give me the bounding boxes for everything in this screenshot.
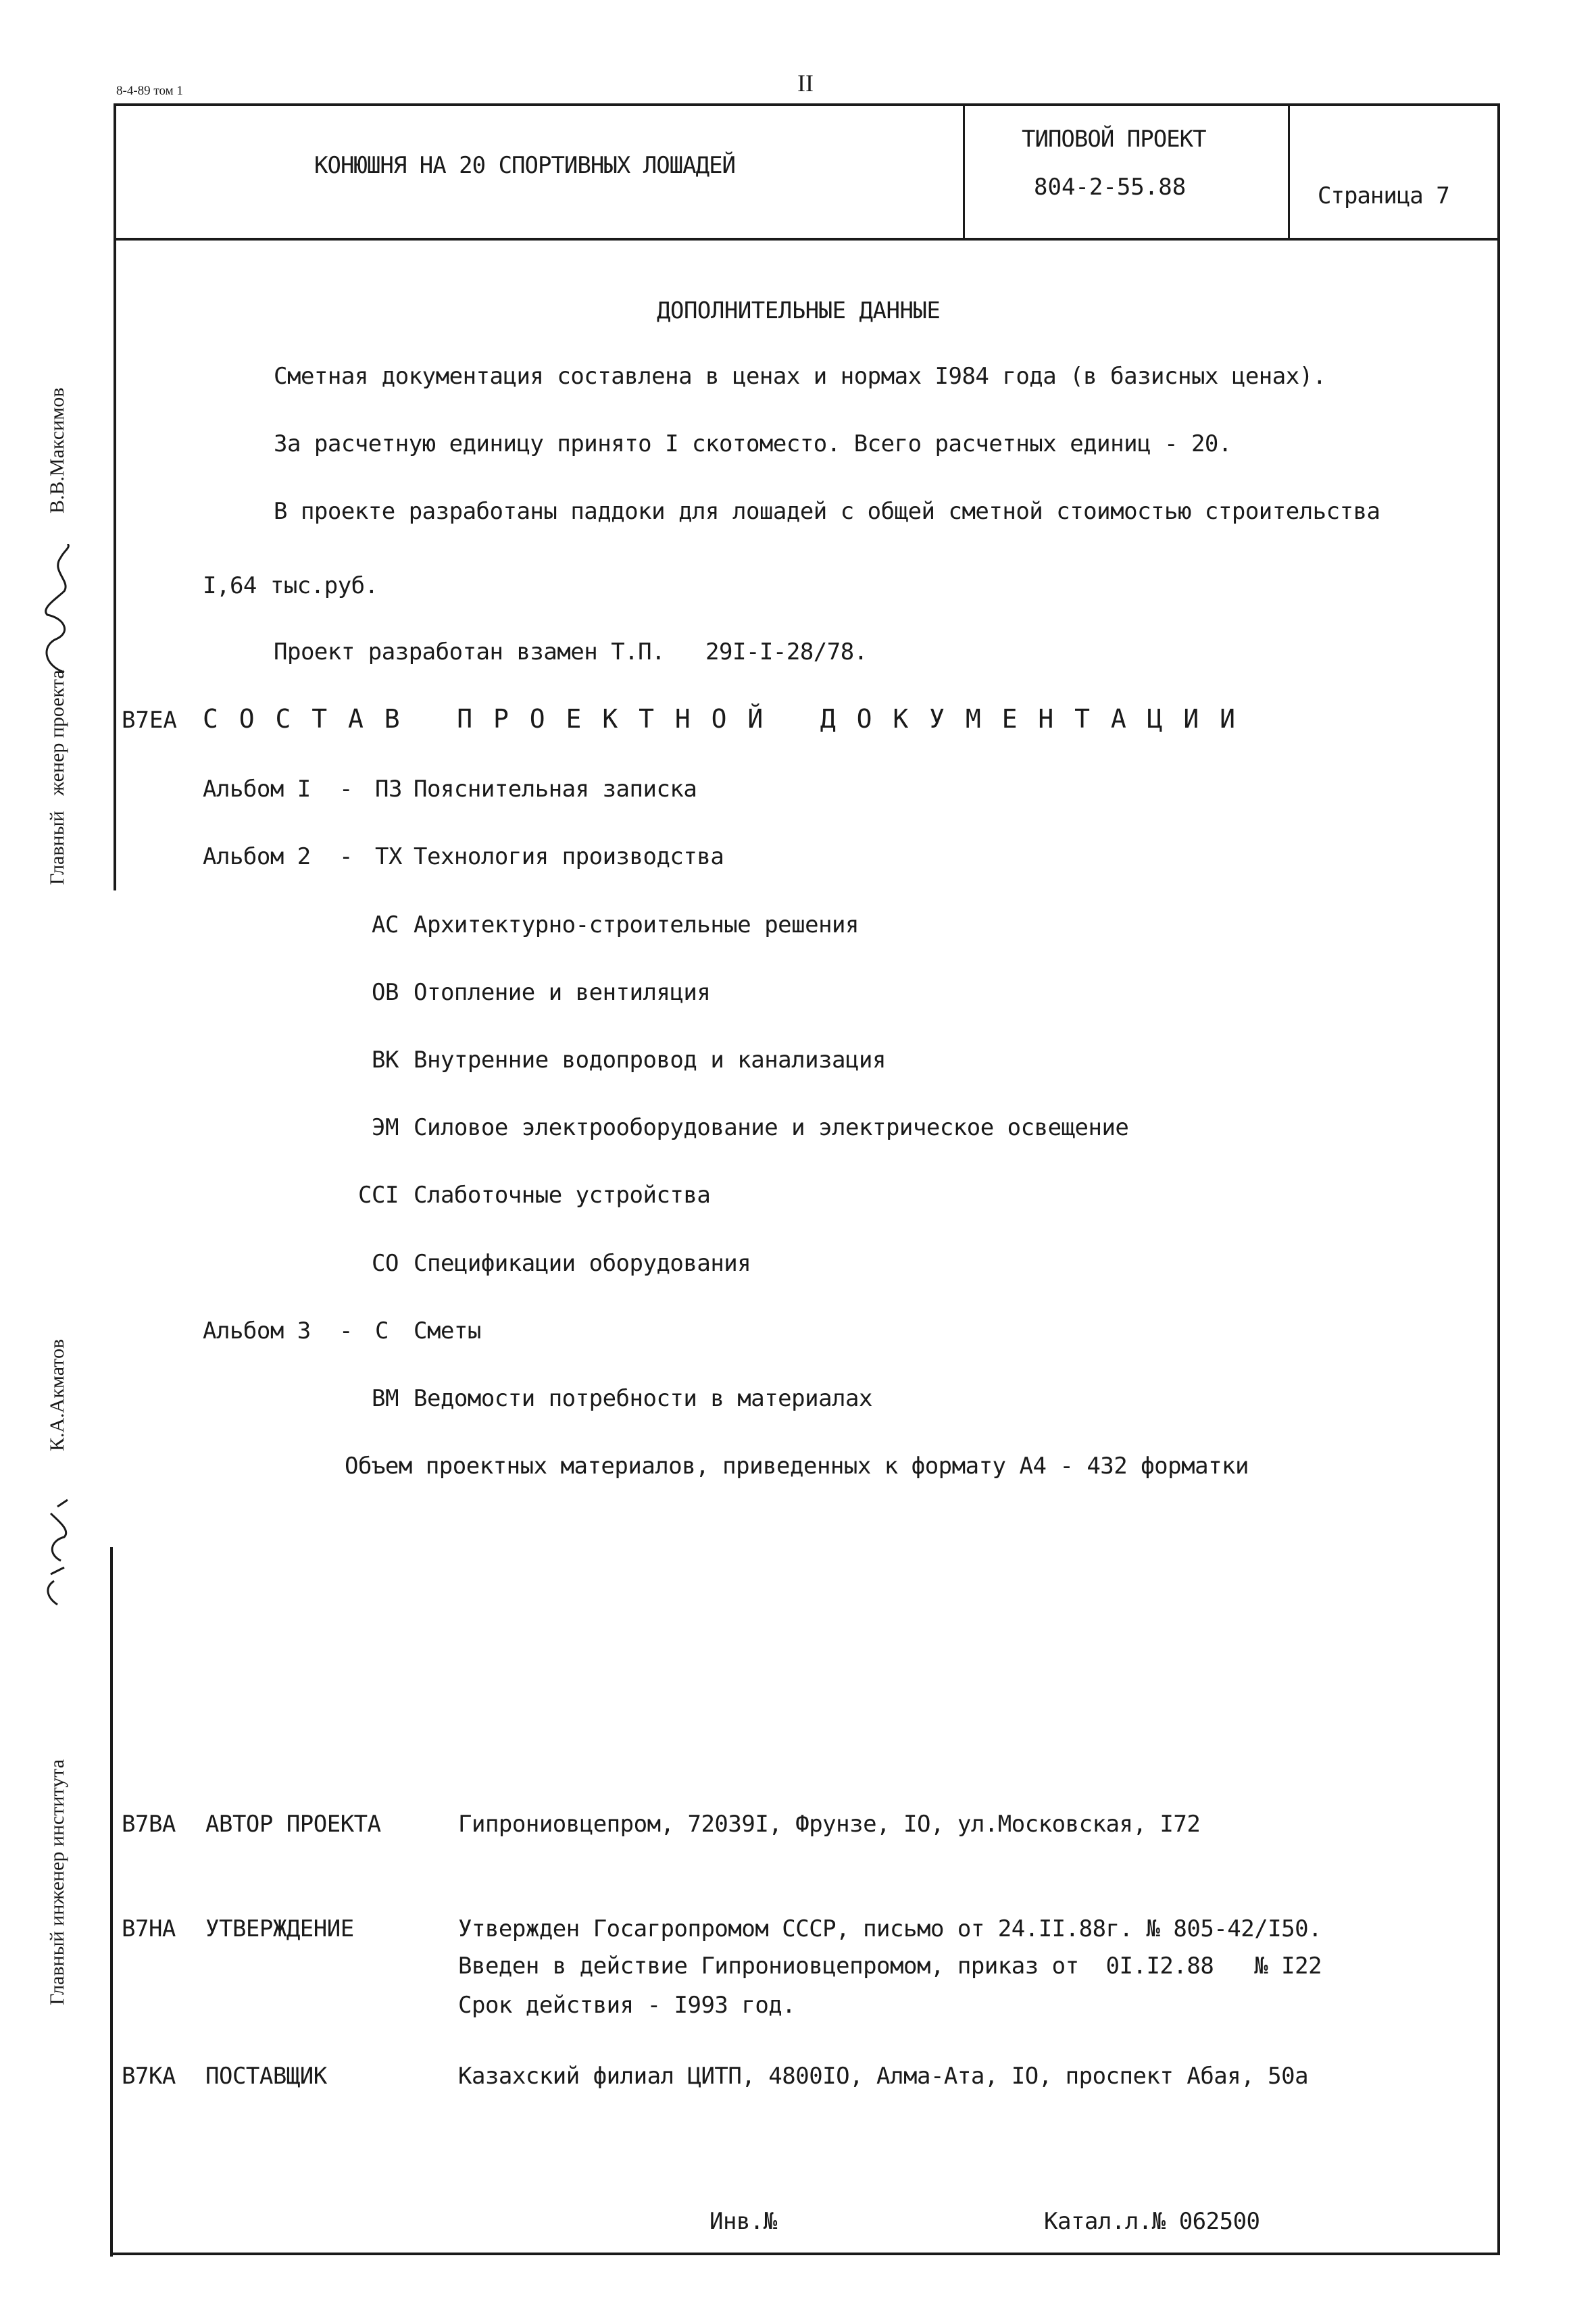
item-text: Пояснительная записка xyxy=(414,776,697,803)
document-title: КОНЮШНЯ НА 20 СПОРТИВНЫХ ЛОШАДЕЙ xyxy=(314,152,736,179)
project-number: 804-2-55.88 xyxy=(1034,174,1187,201)
header-col-divider-2 xyxy=(1288,103,1290,238)
composition-code: В7ЕА xyxy=(122,707,177,734)
additional-heading: ДОПОЛНИТЕЛЬНЫЕ ДАННЫЕ xyxy=(657,297,941,324)
album-label: Альбом I xyxy=(203,776,311,803)
frame-left-bottom xyxy=(110,1547,113,2257)
album-dash: - xyxy=(339,1317,353,1344)
frame-left-top xyxy=(114,103,116,890)
album-label: Альбом 3 xyxy=(203,1317,311,1344)
record-line: Казахский филиал ЦИТП, 4800IO, Алма-Ата, IO, проспект Абая, 50а xyxy=(458,2063,1309,2090)
inventory-number-label: Инв.№ xyxy=(709,2208,777,2235)
record-label: УТВЕРЖДЕНИЕ xyxy=(205,1915,354,1942)
item-code: ТХ xyxy=(375,843,402,870)
additional-line-2: За расчетную единицу принято I скотоместо. Всего расчетных единиц - 20. xyxy=(274,430,1232,457)
project-label: ТИПОВОЙ ПРОЕКТ xyxy=(1022,126,1206,153)
album-dash: - xyxy=(339,843,353,870)
item-text: Слаботочные устройства xyxy=(414,1182,711,1209)
item-code: ВМ xyxy=(372,1385,399,1412)
record-code: В7НА xyxy=(122,1915,176,1942)
item-text: Силовое электрооборудование и электрическое освещение xyxy=(414,1114,1129,1141)
record-code: В7КА xyxy=(122,2063,176,2090)
margin-name-akmatov: К.А.Акматов xyxy=(46,1338,68,1451)
item-text: Ведомости потребности в материалах xyxy=(414,1385,872,1412)
volume-note: Объем проектных материалов, приведенных к формату А4 - 432 форматки xyxy=(345,1453,1249,1480)
page-label: Страница 7 xyxy=(1318,182,1449,209)
item-code: ПЗ xyxy=(375,776,402,803)
item-code: ЭМ xyxy=(372,1114,399,1141)
additional-line-3: В проекте разработаны паддоки для лошадей с общей сметной стоимостью строительства xyxy=(274,498,1380,525)
additional-line-5: Проект разработан взамен Т.П. 29I-I-28/78. xyxy=(274,638,868,665)
record-line: Гипрониовцепром, 72039I, Фрунзе, IO, ул.Московская, I72 xyxy=(458,1811,1201,1838)
signature-akmatov-icon xyxy=(37,1473,78,1608)
item-code: ССI xyxy=(358,1182,399,1209)
record-label: АВТОР ПРОЕКТА xyxy=(205,1811,381,1838)
composition-heading: С О С Т А В П Р О Е К Т Н О Й Д О К У М Е Н Т А Ц И И xyxy=(203,704,1239,734)
additional-line-1: Сметная документация составлена в ценах и нормах I984 года (в базисных ценах). xyxy=(274,363,1326,390)
header-divider xyxy=(115,238,1500,241)
record-line: Срок действия - I993 год. xyxy=(458,1992,796,2019)
signature-maksimov-icon xyxy=(37,544,78,679)
frame-top xyxy=(115,103,1500,106)
item-code: АС xyxy=(372,911,399,938)
item-text: Отопление и вентиляция xyxy=(414,979,711,1006)
page-number: II xyxy=(797,70,814,97)
item-code: ОВ xyxy=(372,979,399,1006)
record-label: ПОСТАВЩИК xyxy=(205,2063,327,2090)
item-text: Технология производства xyxy=(414,843,724,870)
item-text: Сметы xyxy=(414,1317,481,1344)
frame-bottom xyxy=(110,2253,1500,2255)
item-text: Внутренние водопровод и канализация xyxy=(414,1047,886,1074)
catalog-number: Катал.л.№ 062500 xyxy=(1044,2208,1260,2235)
header-col-divider-1 xyxy=(963,103,965,238)
frame-right xyxy=(1497,103,1500,2254)
album-label: Альбом 2 xyxy=(203,843,311,870)
item-code: С xyxy=(375,1317,389,1344)
item-text: Спецификации оборудования xyxy=(414,1250,751,1277)
record-line: Утвержден Госагропромом СССР, письмо от 24.II.88г. № 805-42/I50. xyxy=(458,1915,1322,1942)
record-line: Введен в действие Гипрониовцепромом, приказ от 0I.I2.88 № I22 xyxy=(458,1953,1322,1980)
record-code: В7ВА xyxy=(122,1811,176,1838)
series-reference: 8-4-89 том 1 xyxy=(116,84,183,98)
margin-title-main-engineer-institute: Главный инженер института xyxy=(46,1759,68,2005)
additional-line-4: I,64 тыс.руб. xyxy=(203,572,378,599)
margin-title-main-engineer-project: Главный женер проекта xyxy=(46,670,68,885)
item-code: ВК xyxy=(372,1047,399,1074)
item-text: Архитектурно-строительные решения xyxy=(414,911,859,938)
item-code: СО xyxy=(372,1250,399,1277)
album-dash: - xyxy=(339,776,353,803)
margin-name-maksimov: В.В.Максимов xyxy=(46,387,68,513)
